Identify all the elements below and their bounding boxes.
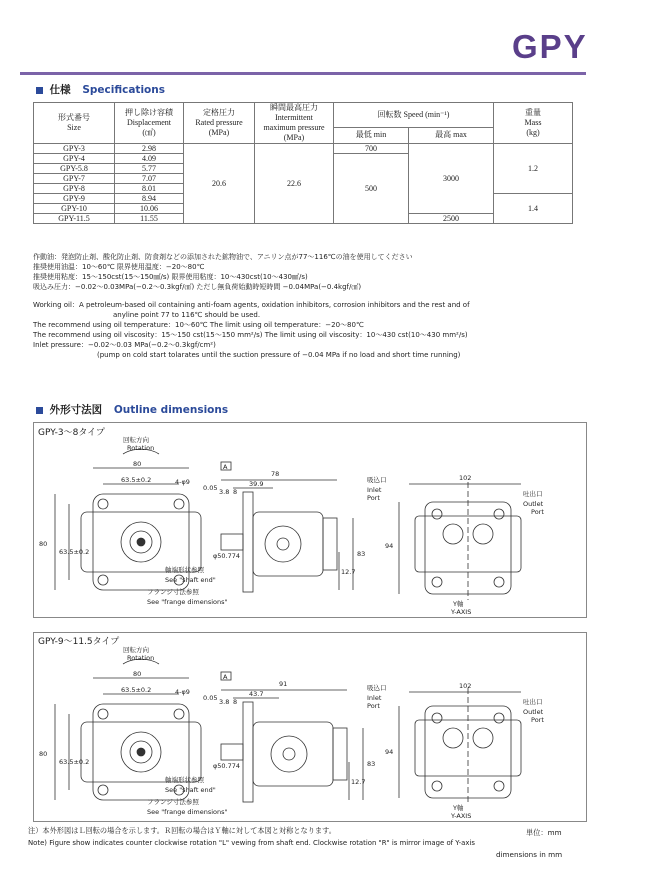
svg-text:94: 94 bbox=[385, 748, 394, 756]
cell-disp: 7.07 bbox=[115, 174, 184, 184]
svg-text:A: A bbox=[223, 463, 228, 471]
cell-size: GPY-9 bbox=[34, 194, 115, 204]
rotation-label: 回転方向 bbox=[123, 436, 149, 444]
cell-mass-a: 1.2 bbox=[494, 144, 573, 194]
drawing-caption-2: GPY-9〜11.5タイプ bbox=[38, 637, 120, 647]
outline-heading-en: Outline dimensions bbox=[113, 404, 229, 416]
svg-text:Rotation: Rotation bbox=[127, 444, 155, 452]
col-model: 形式番号 Size bbox=[34, 103, 115, 144]
svg-text:83: 83 bbox=[367, 760, 376, 768]
footer-note-en-2: dimensions in mm bbox=[496, 850, 563, 859]
cell-size: GPY-7 bbox=[34, 174, 115, 184]
svg-text:63.5±0.2: 63.5±0.2 bbox=[121, 476, 152, 484]
svg-text:フランジ寸法参照: フランジ寸法参照 bbox=[147, 798, 199, 806]
cell-size: GPY-5.8 bbox=[34, 164, 115, 174]
svg-text:A: A bbox=[223, 673, 228, 681]
svg-text:Y軸: Y軸 bbox=[453, 804, 464, 812]
svg-text:吸込口: 吸込口 bbox=[367, 684, 387, 692]
svg-text:Port: Port bbox=[531, 716, 544, 724]
bolt-hole bbox=[174, 709, 184, 719]
svg-text:See "shaft end": See "shaft end" bbox=[165, 786, 216, 794]
footer-note-jp: 注）本外形図はＬ回転の場合を示します。Ｒ回転の場合はＹ軸に対して本図と対称となります。 bbox=[28, 826, 336, 835]
svg-text:Port: Port bbox=[367, 494, 380, 502]
svg-text:吸込口: 吸込口 bbox=[367, 476, 387, 484]
svg-text:80: 80 bbox=[39, 540, 48, 548]
cell-size: GPY-3 bbox=[34, 144, 115, 154]
bolt-hole bbox=[98, 575, 108, 585]
drawing-caption-1: GPY-3〜8タイプ bbox=[38, 428, 105, 438]
cell-disp: 8.01 bbox=[115, 184, 184, 194]
outline-drawing-2 bbox=[33, 632, 585, 820]
bolt-hole bbox=[98, 499, 108, 509]
svg-text:83: 83 bbox=[357, 550, 366, 558]
svg-text:Port: Port bbox=[367, 702, 380, 710]
svg-text:63.5±0.2: 63.5±0.2 bbox=[121, 686, 152, 694]
svg-text:Y-AXIS: Y-AXIS bbox=[451, 812, 472, 820]
col-rated: 定格圧力 Rated pressure (MPa) bbox=[184, 103, 255, 144]
svg-text:4-φ9: 4-φ9 bbox=[175, 688, 190, 696]
note-en: The recommend using oil viscosity：15〜150 cst(15〜150 mm²/s) The limit using oil viscosity：10〜430 cst(10〜430 mm²/s) bbox=[33, 331, 468, 339]
svg-text:3.8: 3.8 bbox=[219, 698, 230, 706]
cell-disp: 8.94 bbox=[115, 194, 184, 204]
svg-text:4-φ9: 4-φ9 bbox=[175, 478, 190, 486]
side-body bbox=[253, 722, 333, 786]
cell-min-b: 500 bbox=[334, 154, 409, 224]
port-bolt bbox=[494, 781, 504, 791]
port-bolt bbox=[432, 713, 442, 723]
col-speed: 回転数 Speed (min⁻¹) bbox=[334, 103, 494, 128]
svg-text:80: 80 bbox=[133, 460, 142, 468]
svg-text:Rotation: Rotation bbox=[127, 654, 155, 662]
rotation-label: 回転方向 bbox=[123, 646, 149, 654]
col-mass: 重量 Mass (kg) bbox=[494, 103, 573, 144]
svg-text:フランジ寸法参照: フランジ寸法参照 bbox=[147, 588, 199, 596]
port-bolt bbox=[432, 509, 442, 519]
cell-disp: 4.09 bbox=[115, 154, 184, 164]
cell-disp: 5.77 bbox=[115, 164, 184, 174]
footer-unit: 単位：mm bbox=[526, 828, 562, 837]
port-bolt bbox=[432, 577, 442, 587]
svg-text:91: 91 bbox=[279, 680, 288, 688]
cell-size: GPY-8 bbox=[34, 184, 115, 194]
svg-text:Inlet: Inlet bbox=[367, 486, 382, 494]
svg-text:Inlet: Inlet bbox=[367, 694, 382, 702]
svg-text:3.8: 3.8 bbox=[219, 488, 230, 496]
side-body bbox=[253, 512, 323, 576]
note-en: (pump on cold start tolarates until the suction pressure of −0.04 MPa if no load and short time running) bbox=[97, 351, 461, 359]
note-en: Working oil：A petroleum-based oil containing anti-foam agents, oxidation inhibitors, corrosion inhibitors and the rest and of bbox=[33, 301, 470, 309]
shaft bbox=[221, 534, 243, 550]
cell-max-a: 3000 bbox=[409, 144, 494, 214]
svg-text:0.05: 0.05 bbox=[203, 484, 218, 492]
col-displacement: 押し除け容積 Displacement (㎤) bbox=[115, 103, 184, 144]
svg-text:39.9: 39.9 bbox=[249, 480, 264, 488]
bolt-hole bbox=[98, 785, 108, 795]
outline-drawing-1 bbox=[33, 422, 585, 616]
svg-text:80: 80 bbox=[39, 750, 48, 758]
svg-text:軸端形状参照: 軸端形状参照 bbox=[165, 566, 204, 574]
svg-text:吐出口: 吐出口 bbox=[523, 698, 543, 706]
note-en: anyline point 77 to 116℃ should be used. bbox=[113, 311, 261, 319]
svg-text:102: 102 bbox=[459, 474, 472, 482]
svg-text:8: 8 bbox=[233, 698, 238, 706]
cell-rated: 20.6 bbox=[184, 144, 255, 224]
note-jp: 作動油：発泡防止剤、酸化防止剤、防食剤などの添加された鉱物油で、アニリン点が77〜116℃の油を使用してください bbox=[33, 253, 413, 261]
port-bolt bbox=[494, 509, 504, 519]
spec-table bbox=[33, 102, 573, 224]
svg-text:94: 94 bbox=[385, 542, 394, 550]
outline-heading-jp: 外形寸法図 bbox=[49, 404, 103, 416]
note-en: The recommend using oil temperature：10〜60℃ The limit using oil temperature：−20〜80℃ bbox=[33, 321, 364, 329]
svg-text:Outlet: Outlet bbox=[523, 500, 544, 508]
svg-text:Outlet: Outlet bbox=[523, 708, 544, 716]
bolt-hole bbox=[98, 709, 108, 719]
note-en: Inlet pressure：−0.02〜0.03 MPa(−0.2〜0.3kgf/cm²) bbox=[33, 341, 216, 349]
svg-text:80: 80 bbox=[133, 670, 142, 678]
svg-text:102: 102 bbox=[459, 682, 472, 690]
svg-text:78: 78 bbox=[271, 470, 280, 478]
port-bolt bbox=[494, 713, 504, 723]
svg-text:φ50.774: φ50.774 bbox=[213, 552, 241, 560]
port-bolt bbox=[494, 577, 504, 587]
cell-disp: 11.55 bbox=[115, 214, 184, 224]
svg-text:63.5±0.2: 63.5±0.2 bbox=[59, 758, 90, 766]
note-jp: 推奨使用粘度：15〜150cst(15〜150㎟/s) 限界使用粘度：10〜430cst(10〜430㎟/s) bbox=[33, 273, 308, 281]
col-speed-min: 最低 min bbox=[334, 127, 409, 143]
svg-text:φ50.774: φ50.774 bbox=[213, 762, 241, 770]
note-jp: 吸込み圧力：−0.02〜0.03MPa(−0.2〜0.3kgf/㎠) ただし無負荷始動時短時間 −0.04MPa(−0.4kgf/㎠) bbox=[33, 283, 362, 291]
svg-text:8: 8 bbox=[233, 488, 238, 496]
cell-min-a: 700 bbox=[334, 144, 409, 154]
outline-heading bbox=[36, 402, 228, 417]
cell-intermittent: 22.6 bbox=[255, 144, 334, 224]
svg-text:43.7: 43.7 bbox=[249, 690, 264, 698]
note-jp: 推奨使用油温：10〜60℃ 限界使用温度：−20〜80℃ bbox=[33, 263, 205, 271]
footer-note-en: Note) Figure show indicates counter clockwise rotation "L" vewing from shaft end. Clockwise rotation "R" is mirror image of Y-axis bbox=[28, 839, 475, 847]
cell-disp: 2.98 bbox=[115, 144, 184, 154]
svg-text:See "frange dimensions": See "frange dimensions" bbox=[147, 808, 228, 816]
side-flange bbox=[243, 492, 253, 592]
side-flange bbox=[243, 702, 253, 802]
spec-heading-jp: 仕様 bbox=[49, 84, 71, 96]
cell-mass-b: 1.4 bbox=[494, 194, 573, 224]
svg-text:軸端形状参照: 軸端形状参照 bbox=[165, 776, 204, 784]
col-speed-max: 最高 max bbox=[409, 127, 494, 143]
section-square-icon bbox=[36, 407, 43, 414]
header-rule bbox=[20, 72, 586, 75]
cell-size: GPY-4 bbox=[34, 154, 115, 164]
svg-text:63.5±0.2: 63.5±0.2 bbox=[59, 548, 90, 556]
svg-text:0.05: 0.05 bbox=[203, 694, 218, 702]
bolt-hole bbox=[174, 499, 184, 509]
svg-text:Y軸: Y軸 bbox=[453, 600, 464, 608]
col-intermittent: 瞬間最高圧力 Intermittent maximum pressure (MPa) bbox=[255, 103, 334, 144]
port-bolt bbox=[432, 781, 442, 791]
cell-size: GPY-11.5 bbox=[34, 214, 115, 224]
svg-text:12.7: 12.7 bbox=[341, 568, 356, 576]
cell-size: GPY-10 bbox=[34, 204, 115, 214]
svg-text:12.7: 12.7 bbox=[351, 778, 366, 786]
spec-notes bbox=[33, 252, 593, 360]
spec-heading-en: Specifications bbox=[82, 84, 165, 96]
brand-title: GPY bbox=[512, 28, 588, 65]
svg-text:Y-AXIS: Y-AXIS bbox=[451, 608, 472, 616]
cell-disp: 10.06 bbox=[115, 204, 184, 214]
cell-max-b: 2500 bbox=[409, 214, 494, 224]
svg-text:See "shaft end": See "shaft end" bbox=[165, 576, 216, 584]
svg-text:See "frange dimensions": See "frange dimensions" bbox=[147, 598, 228, 606]
svg-text:Port: Port bbox=[531, 508, 544, 516]
shaft bbox=[221, 744, 243, 760]
section-square-icon bbox=[36, 87, 43, 94]
spec-heading bbox=[36, 82, 165, 97]
svg-text:吐出口: 吐出口 bbox=[523, 490, 543, 498]
